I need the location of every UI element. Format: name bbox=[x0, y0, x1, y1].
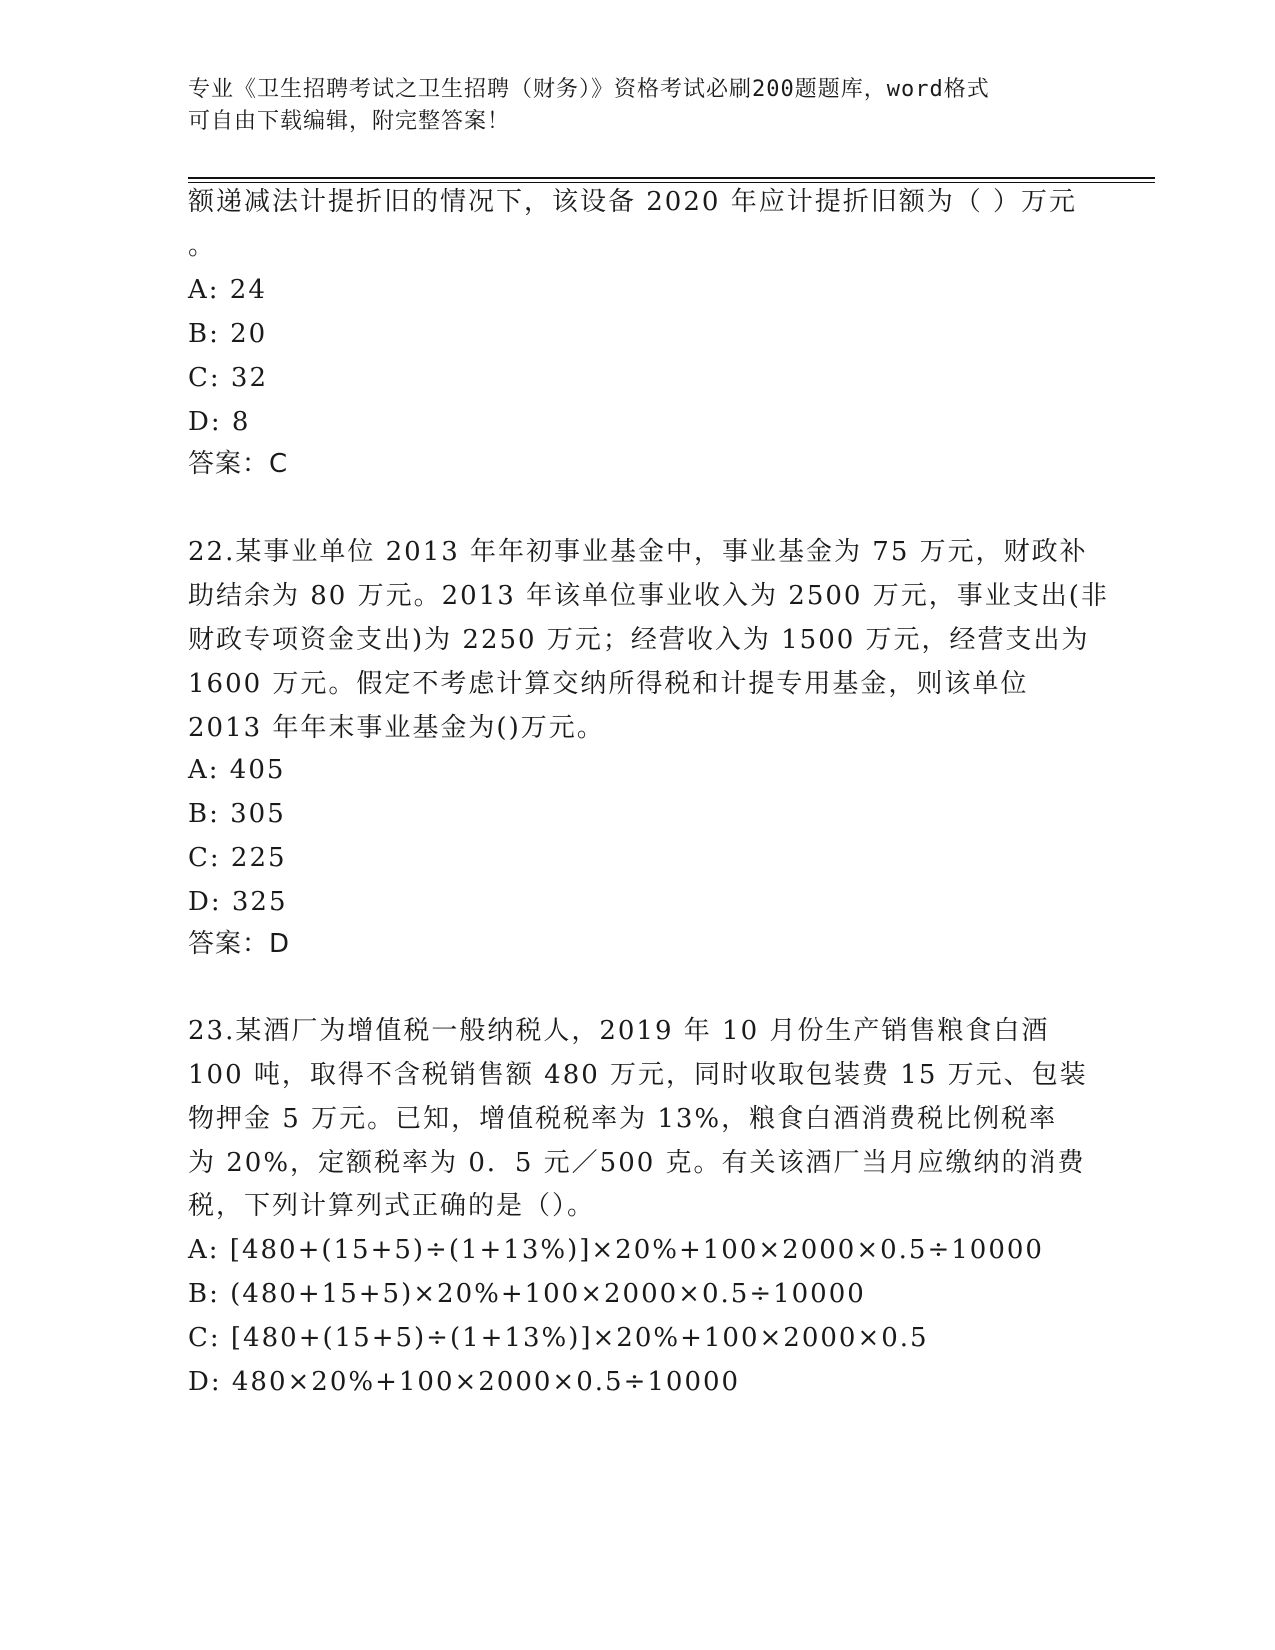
q23-stem-line-4: 为 20%，定额税率为 0．5 元／500 克。有关该酒厂当月应缴纳的消费 bbox=[188, 1148, 1086, 1178]
q21-answer: 答案：C bbox=[188, 449, 289, 479]
q23-option-d: D: 480×20%+100×2000×0.5÷10000 bbox=[188, 1367, 741, 1397]
q22-option-d: D: 325 bbox=[188, 887, 288, 917]
header-divider-thin bbox=[188, 182, 1155, 183]
q23-stem-line-5: 税，下列计算列式正确的是（）。 bbox=[188, 1191, 596, 1221]
q23-option-b: B: (480+15+5)×20%+100×2000×0.5÷10000 bbox=[188, 1279, 866, 1309]
q23-stem-line-1: 23.某酒厂为增值税一般纳税人，2019 年 10 月份生产销售粮食白酒 bbox=[188, 1016, 1050, 1046]
q22-stem-line-3: 财政专项资金支出)为 2250 万元；经营收入为 1500 万元，经营支出为 bbox=[188, 625, 1090, 655]
q21-stem-line-2: 。 bbox=[188, 231, 217, 261]
q22-stem-line-4: 1600 万元。假定不考虑计算交纳所得税和计提专用基金，则该单位 bbox=[188, 669, 1029, 699]
q23-option-a: A: [480+(15+5)÷(1+13%)]×20%+100×2000×0.5÷10000 bbox=[188, 1235, 1044, 1265]
q21-stem-line-1: 额递减法计提折旧的情况下，该设备 2020 年应计提折旧额为（ ）万元 bbox=[188, 187, 1077, 217]
q21-option-c: C: 32 bbox=[188, 363, 269, 393]
header-line-2: 可自由下载编辑，附完整答案！ bbox=[188, 109, 511, 134]
q22-stem-line-5: 2013 年年末事业基金为()万元。 bbox=[188, 713, 605, 743]
q21-option-b: B: 20 bbox=[188, 319, 268, 349]
document-header bbox=[188, 74, 1068, 138]
header-divider-thick bbox=[188, 177, 1155, 179]
q22-option-a: A: 405 bbox=[188, 755, 286, 785]
q22-option-b: B: 305 bbox=[188, 799, 286, 829]
q22-option-c: C: 225 bbox=[188, 843, 287, 873]
q21-option-d: D: 8 bbox=[188, 407, 251, 437]
q23-stem-line-2: 100 吨，取得不含税销售额 480 万元，同时收取包装费 15 万元、包装 bbox=[188, 1060, 1088, 1090]
q23-option-c: C: [480+(15+5)÷(1+13%)]×20%+100×2000×0.5 bbox=[188, 1323, 929, 1353]
q22-stem-line-2: 助结余为 80 万元。2013 年该单位事业收入为 2500 万元，事业支出(非 bbox=[188, 581, 1109, 611]
q21-option-a: A: 24 bbox=[188, 275, 267, 305]
header-line-1: 专业《卫生招聘考试之卫生招聘（财务）》资格考试必刷200题题库，word格式 bbox=[188, 77, 990, 102]
q22-answer: 答案：D bbox=[188, 929, 291, 959]
q22-stem-line-1: 22.某事业单位 2013 年年初事业基金中，事业基金为 75 万元，财政补 bbox=[188, 537, 1088, 567]
q23-stem-line-3: 物押金 5 万元。已知，增值税税率为 13%，粮食白酒消费税比例税率 bbox=[188, 1104, 1058, 1134]
